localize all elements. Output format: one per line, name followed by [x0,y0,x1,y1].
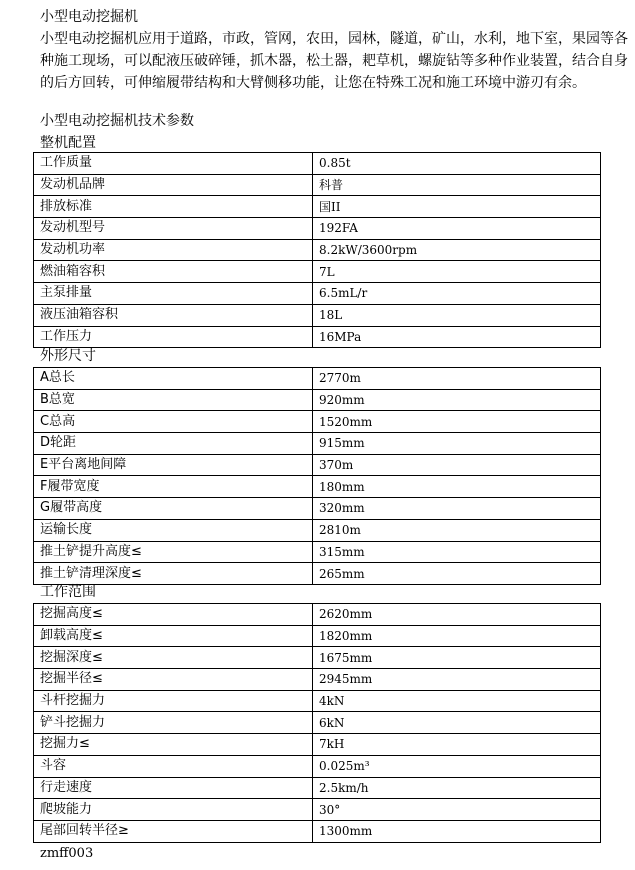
spec-label: 斗容 [34,755,313,777]
spec-label: 爬坡能力 [34,799,313,821]
doc-code: zmff003 [40,846,94,861]
spec-label: 发动机型号 [34,218,313,240]
section-heading-range: 工作范围 [40,584,96,600]
spec-value: 18L [313,304,601,326]
intro-paragraph: 小型电动挖掘机应用于道路，市政，管网，农田，园林，隧道，矿山，水利，地下室，果园等各种施工现场，可以配液压破碎锤，抓木器，松土器，耙草机，螺旋钻等多种作业装置，结合自身的后方回转，可伸缩履带结构和大臂侧移功能，让您在特殊工况和施工环境中游刃有余。 [40,31,628,91]
spec-row [34,261,601,283]
spec-row [34,389,601,411]
spec-value: 国II [313,196,601,218]
spec-row [34,541,601,563]
spec-row [34,498,601,520]
spec-value: 7L [313,261,601,283]
spec-value: 30° [313,799,601,821]
spec-row [34,563,601,585]
spec-row [34,777,601,799]
spec-label: 排放标准 [34,196,313,218]
spec-row [34,411,601,433]
spec-value: 1300mm [313,820,601,842]
spec-value: 2620mm [313,604,601,626]
spec-label: 液压油箱容积 [34,304,313,326]
spec-value: 1820mm [313,625,601,647]
spec-label: C总高 [34,411,313,433]
spec-value: 6kN [313,712,601,734]
spec-value: 科普 [313,174,601,196]
spec-label: 主泵排量 [34,283,313,305]
spec-row [34,283,601,305]
spec-table-config [33,152,601,348]
spec-row [34,712,601,734]
spec-row [34,799,601,821]
spec-label: 发动机品牌 [34,174,313,196]
spec-row [34,734,601,756]
spec-row [34,647,601,669]
spec-label: 运输长度 [34,519,313,541]
spec-label: F履带宽度 [34,476,313,498]
spec-label: 工作质量 [34,153,313,175]
doc-title: 小型电动挖掘机 [40,9,138,25]
spec-value: 1520mm [313,411,601,433]
spec-value: 180mm [313,476,601,498]
section-heading-config: 整机配置 [40,135,96,151]
spec-label: E平台离地间障 [34,454,313,476]
spec-table-body [34,153,601,348]
spec-table-dimensions [33,367,601,585]
spec-row [34,476,601,498]
spec-value: 2810m [313,519,601,541]
spec-row [34,326,601,348]
spec-row [34,239,601,261]
spec-value: 0.025m³ [313,755,601,777]
spec-label: 尾部回转半径≥ [34,820,313,842]
spec-row [34,218,601,240]
spec-label: 推土铲提升高度≤ [34,541,313,563]
spec-row [34,196,601,218]
spec-row [34,174,601,196]
spec-value: 370m [313,454,601,476]
spec-label: 推土铲清理深度≤ [34,563,313,585]
spec-value: 920mm [313,389,601,411]
spec-row [34,604,601,626]
spec-value: 1675mm [313,647,601,669]
spec-value: 6.5mL/r [313,283,601,305]
spec-label: 燃油箱容积 [34,261,313,283]
spec-label: 挖掘半径≤ [34,669,313,691]
spec-row [34,454,601,476]
spec-row [34,820,601,842]
spec-label: 铲斗挖掘力 [34,712,313,734]
spec-label: D轮距 [34,433,313,455]
spec-label: A总长 [34,368,313,390]
spec-row [34,153,601,175]
spec-value: 4kN [313,690,601,712]
spec-label: 工作压力 [34,326,313,348]
spec-label: B总宽 [34,389,313,411]
spec-value: 16MPa [313,326,601,348]
spec-label: 卸载高度≤ [34,625,313,647]
spec-subtitle: 小型电动挖掘机技术参数 [40,113,194,129]
spec-label: 挖掘高度≤ [34,604,313,626]
spec-value: 265mm [313,563,601,585]
spec-row [34,755,601,777]
spec-label: G履带高度 [34,498,313,520]
spec-label: 挖掘深度≤ [34,647,313,669]
spec-row [34,304,601,326]
spec-row [34,368,601,390]
spec-table-body [34,604,601,843]
spec-value: 7kH [313,734,601,756]
spec-label: 行走速度 [34,777,313,799]
spec-row [34,519,601,541]
spec-table-range [33,603,601,843]
spec-value: 8.2kW/3600rpm [313,239,601,261]
spec-value: 2945mm [313,669,601,691]
spec-row [34,669,601,691]
spec-value: 2.5km/h [313,777,601,799]
section-heading-dimensions: 外形尺寸 [40,348,96,364]
spec-row [34,625,601,647]
spec-value: 320mm [313,498,601,520]
spec-value: 915mm [313,433,601,455]
spec-value: 315mm [313,541,601,563]
spec-value: 192FA [313,218,601,240]
spec-row [34,690,601,712]
spec-row [34,433,601,455]
spec-label: 挖掘力≤ [34,734,313,756]
spec-value: 2770m [313,368,601,390]
spec-value: 0.85t [313,153,601,175]
spec-table-body [34,368,601,585]
spec-label: 斗杆挖掘力 [34,690,313,712]
spec-label: 发动机功率 [34,239,313,261]
